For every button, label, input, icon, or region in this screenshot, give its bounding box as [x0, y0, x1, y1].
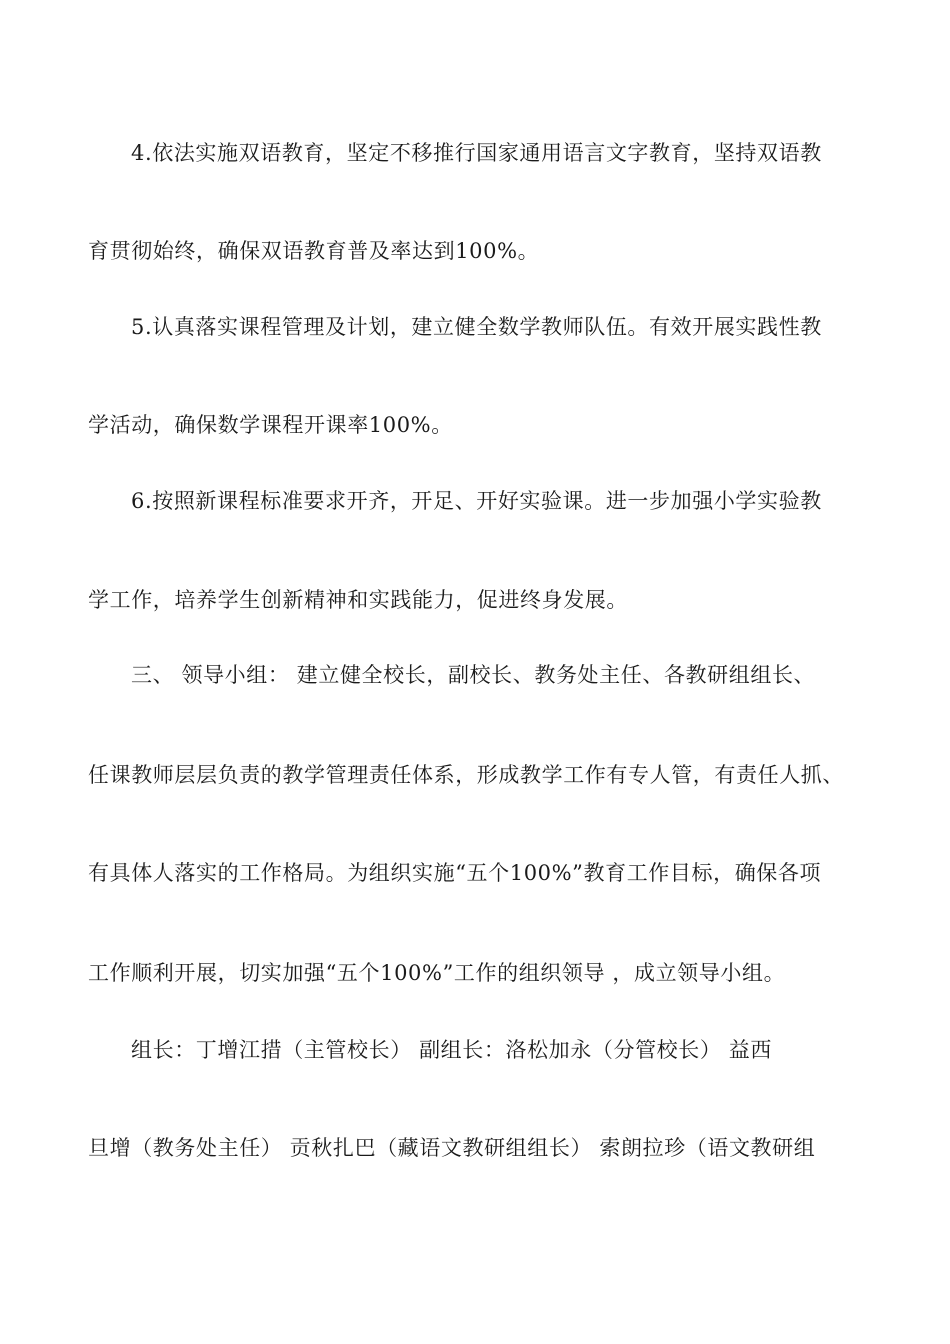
section-three-line-2: 任课教师层层负责的教学管理责任体系，形成教学工作有专人管，有责任人抓、 [88, 763, 844, 787]
paragraph-5-line-2: 学活动，确保数学课程开课率100%。 [88, 413, 453, 437]
group-members-line-1: 组长：丁增江措（主管校长） 副组长：洛松加永（分管校长） 益西 [131, 1038, 772, 1062]
paragraph-5-line-1: 5.认真落实课程管理及计划，建立健全数学教师队伍。有效开展实践性教 [131, 315, 822, 339]
paragraph-6-line-1: 6.按照新课程标准要求开齐，开足、开好实验课。进一步加强小学实验教 [131, 489, 822, 513]
paragraph-4-line-1: 4.依法实施双语教育，坚定不移推行国家通用语言文字教育，坚持双语教 [131, 141, 822, 165]
paragraph-4-line-2: 育贯彻始终，确保双语教育普及率达到100%。 [88, 239, 540, 263]
section-three-line-4: 工作顺利开展，切实加强“五个100%”工作的组织领导 ，成立领导小组。 [88, 961, 786, 985]
section-three-line-1: 三、 领导小组： 建立健全校长，副校长、教务处主任、各教研组组长、 [131, 663, 816, 687]
group-members-line-2: 旦增（教务处主任） 贡秋扎巴（藏语文教研组组长） 索朗拉珍（语文教研组 [88, 1136, 816, 1160]
paragraph-6-line-2: 学工作，培养学生创新精神和实践能力，促进终身发展。 [88, 588, 628, 612]
section-three-line-3: 有具体人落实的工作格局。为组织实施“五个100%”教育工作目标，确保各项 [88, 861, 822, 885]
